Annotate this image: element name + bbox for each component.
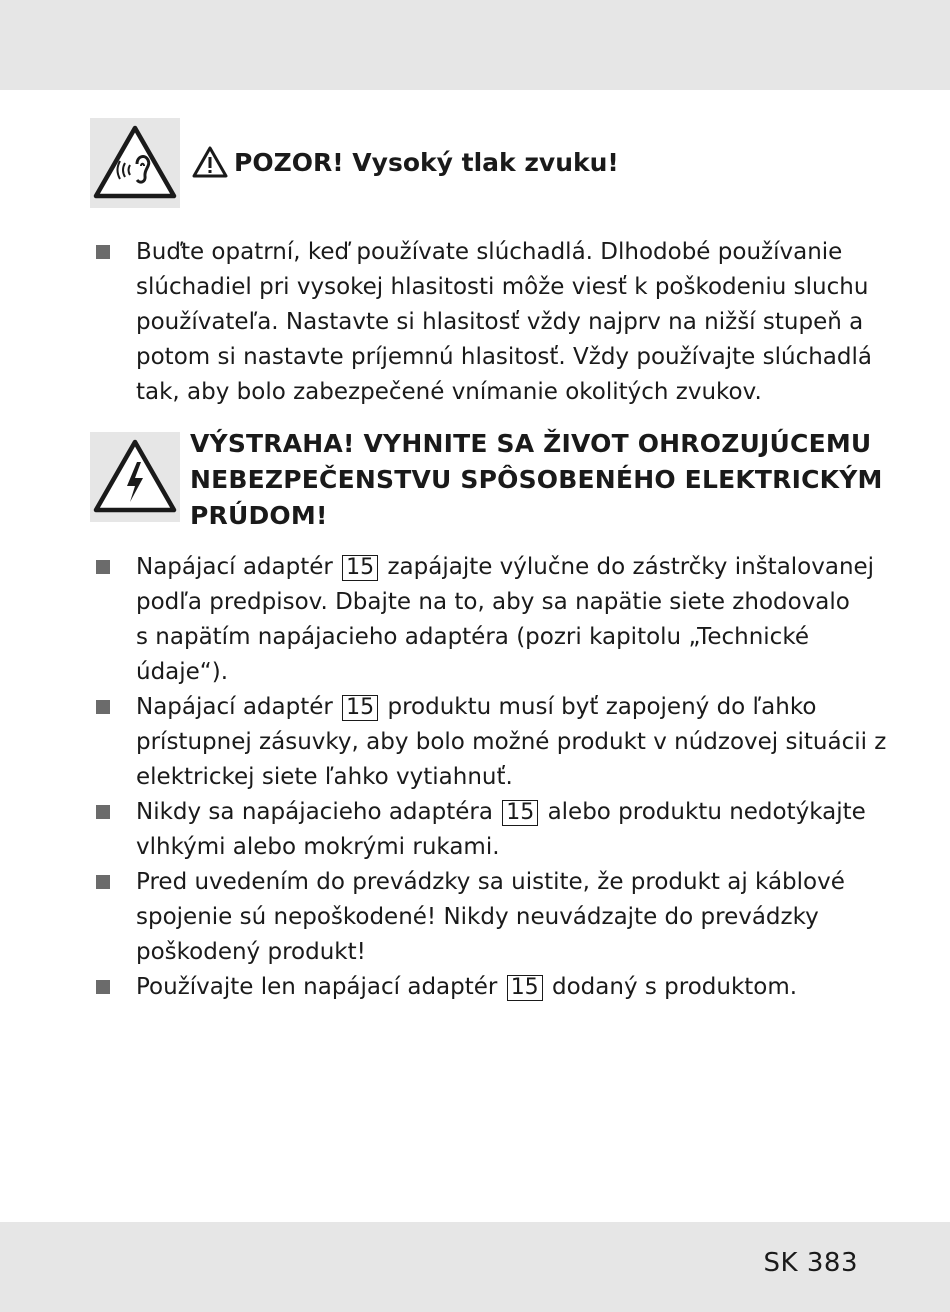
warning-triangle-icon bbox=[192, 146, 228, 178]
text-line: spojenie sú nepoškodené! Nikdy neuvádzajte do prevádzky bbox=[136, 904, 819, 930]
reference-number: 15 bbox=[342, 695, 378, 721]
text-line: prístupnej zásuvky, aby bolo možné produkt v núdzovej situácii z bbox=[136, 729, 887, 755]
warning-title-line: VÝSTRAHA! VYHNITE SA ŽIVOT OHROZUJÚCEMU bbox=[190, 429, 872, 458]
text: produktu musí byť zapojený do ľahko bbox=[387, 694, 817, 720]
text: Napájací adaptér bbox=[136, 694, 333, 720]
reference-number: 15 bbox=[502, 800, 538, 826]
warning-heading-electric bbox=[190, 426, 890, 534]
text-line: poškodený produkt! bbox=[136, 939, 366, 965]
warning-title: POZOR! Vysoký tlak zvuku! bbox=[234, 147, 619, 177]
list-item bbox=[0, 795, 950, 865]
text-line: Buďte opatrní, keď používate slúchadlá. Dlhodobé používanie bbox=[136, 239, 843, 265]
text: Napájací adaptér bbox=[136, 554, 333, 580]
warning-title-line: NEBEZPEČENSTVU SPÔSOBENÉHO ELEKTRICKÝM bbox=[190, 465, 883, 494]
reference-number: 15 bbox=[507, 975, 543, 1001]
list-item bbox=[0, 865, 950, 970]
text-line bbox=[136, 690, 950, 725]
text-line: s napätím napájacieho adaptéra (pozri kapitolu „Technické bbox=[136, 624, 809, 650]
electric-safety-list bbox=[0, 550, 950, 1005]
bullet-square bbox=[96, 245, 110, 259]
text-line bbox=[136, 970, 950, 1005]
text-line: tak, aby bolo zabezpečené vnímanie okolitých zvukov. bbox=[136, 379, 762, 405]
reference-number: 15 bbox=[342, 555, 378, 581]
list-item bbox=[0, 235, 950, 410]
text-line: Pred uvedením do prevádzky sa uistite, že produkt aj káblové bbox=[136, 869, 845, 895]
warning-heading-sound bbox=[192, 146, 619, 178]
bullet-square bbox=[96, 875, 110, 889]
warning-title-line: PRÚDOM! bbox=[190, 501, 328, 530]
bullet-square bbox=[96, 700, 110, 714]
list-item bbox=[0, 970, 950, 1005]
page-number: SK 383 bbox=[763, 1248, 858, 1278]
text-line: elektrickej siete ľahko vytiahnuť. bbox=[136, 764, 513, 790]
text: alebo produktu nedotýkajte bbox=[547, 799, 866, 825]
text-line: používateľa. Nastavte si hlasitosť vždy najprv na nižší stupeň a bbox=[136, 309, 864, 335]
bullet-square bbox=[96, 560, 110, 574]
text-line: potom si nastavte príjemnú hlasitosť. Vždy používajte slúchadlá bbox=[136, 344, 872, 370]
hearing-warning-icon bbox=[90, 118, 180, 208]
text: Nikdy sa napájacieho adaptéra bbox=[136, 799, 493, 825]
text-line: vlhkými alebo mokrými rukami. bbox=[136, 834, 500, 860]
electric-shock-warning-icon bbox=[90, 432, 180, 522]
text-line bbox=[136, 550, 950, 585]
text-line: údaje“). bbox=[136, 659, 229, 685]
list-item bbox=[0, 690, 950, 795]
text: Používajte len napájací adaptér bbox=[136, 974, 498, 1000]
bullet-square bbox=[96, 805, 110, 819]
text-line: slúchadiel pri vysokej hlasitosti môže viesť k poškodeniu sluchu bbox=[136, 274, 869, 300]
text: zapájajte výlučne do zástrčky inštalovanej bbox=[387, 554, 875, 580]
sound-safety-list bbox=[0, 235, 950, 410]
text: dodaný s produktom. bbox=[552, 974, 798, 1000]
bullet-square bbox=[96, 980, 110, 994]
text-line: podľa predpisov. Dbajte na to, aby sa napätie siete zhodovalo bbox=[136, 589, 850, 615]
text-line bbox=[136, 795, 950, 830]
list-item bbox=[0, 550, 950, 690]
header-band bbox=[0, 0, 950, 90]
